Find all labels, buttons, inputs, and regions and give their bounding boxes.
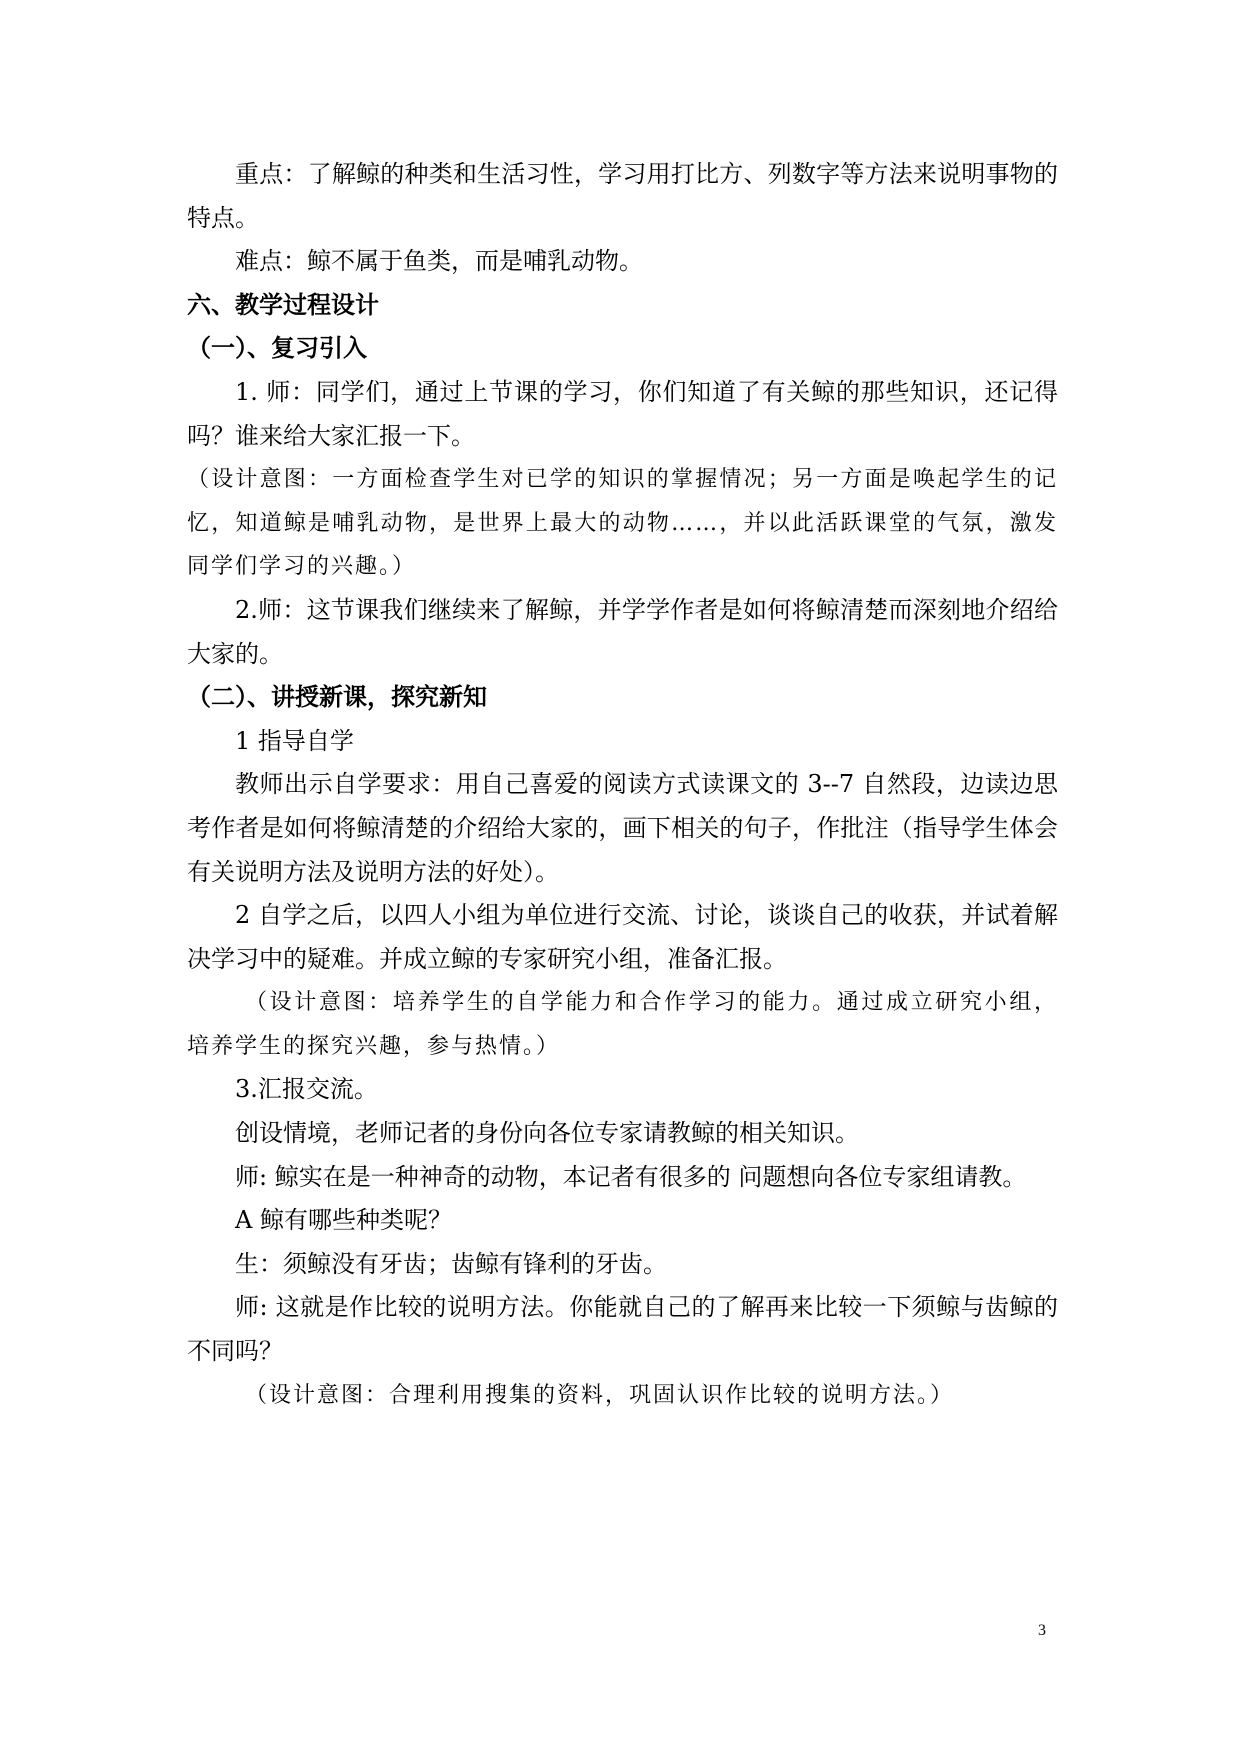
design-intent-comparison-note: （设计意图：合理利用搜集的资料，巩固认识作比较的说明方法。）	[245, 1382, 955, 1408]
document-body	[187, 153, 1058, 1417]
teacher-comparison-paragraph: 师: 这就是作比较的说明方法。你能就自己的了解再来比较一下须鲸与齿鲸的不同吗？	[187, 1293, 1058, 1366]
section-heading-teaching-process: 六、教学过程设计	[187, 290, 379, 319]
subsection-heading-new-lesson: （二）、讲授新课，探究新知	[187, 683, 487, 712]
self-study-heading: 1 指导自学	[235, 726, 354, 755]
self-study-requirements-paragraph: 教师出示自学要求：用自己喜爱的阅读方式读课文的 3--7 自然段，边读边思考作者是如何将鲸清楚的介绍给大家的，画下相关的句子，作批注（指导学生体会有关说明方法及说明方法的好处）。	[187, 770, 1058, 886]
group-discussion-paragraph: 2 自学之后，以四人小组为单位进行交流、讨论，谈谈自己的收获，并试着解决学习中的疑难。并成立鲸的专家研究小组，准备汇报。	[187, 901, 1058, 973]
teacher-question-paragraph: 师: 鲸实在是一种神奇的动物，本记者有很多的 问题想向各位专家组请教。	[235, 1162, 1027, 1191]
teacher-intro-paragraph: 2.师：这节课我们继续来了解鲸，并学学作者是如何将鲸清楚而深刻地介绍给大家的。	[187, 595, 1058, 668]
scenario-paragraph: 创设情境，老师记者的身份向各位专家请教鲸的相关知识。	[235, 1119, 859, 1148]
subsection-heading-review: （一）、复习引入	[187, 334, 367, 363]
report-exchange-heading: 3.汇报交流。	[235, 1075, 378, 1104]
page-number: 3	[1038, 1622, 1046, 1639]
design-intent-cooperation-note: （设计意图：培养学生的自学能力和合作学习的能力。通过成立研究小组，培养学生的探究兴趣，参与热情。）	[187, 990, 1058, 1059]
key-point-paragraph: 重点：了解鲸的种类和生活习性，学习用打比方、列数字等方法来说明事物的特点。	[187, 160, 1058, 232]
design-intent-review-note: （设计意图：一方面检查学生对已学的知识的掌握情况；另一方面是唤起学生的记忆，知道鲸是哺乳动物，是世界上最大的动物……，并以此活跃课堂的气氛，激发同学们学习的兴趣。）	[187, 467, 1058, 580]
whale-types-question: A 鲸有哪些种类呢？	[235, 1206, 452, 1235]
difficulty-paragraph: 难点：鲸不属于鱼类，而是哺乳动物。	[235, 247, 643, 276]
student-answer-paragraph: 生：须鲸没有牙齿；齿鲸有锋利的牙齿。	[235, 1249, 667, 1278]
teacher-review-paragraph: 1. 师：同学们，通过上节课的学习，你们知道了有关鲸的那些知识，还记得吗？谁来给大家汇报一下。	[187, 377, 1058, 450]
